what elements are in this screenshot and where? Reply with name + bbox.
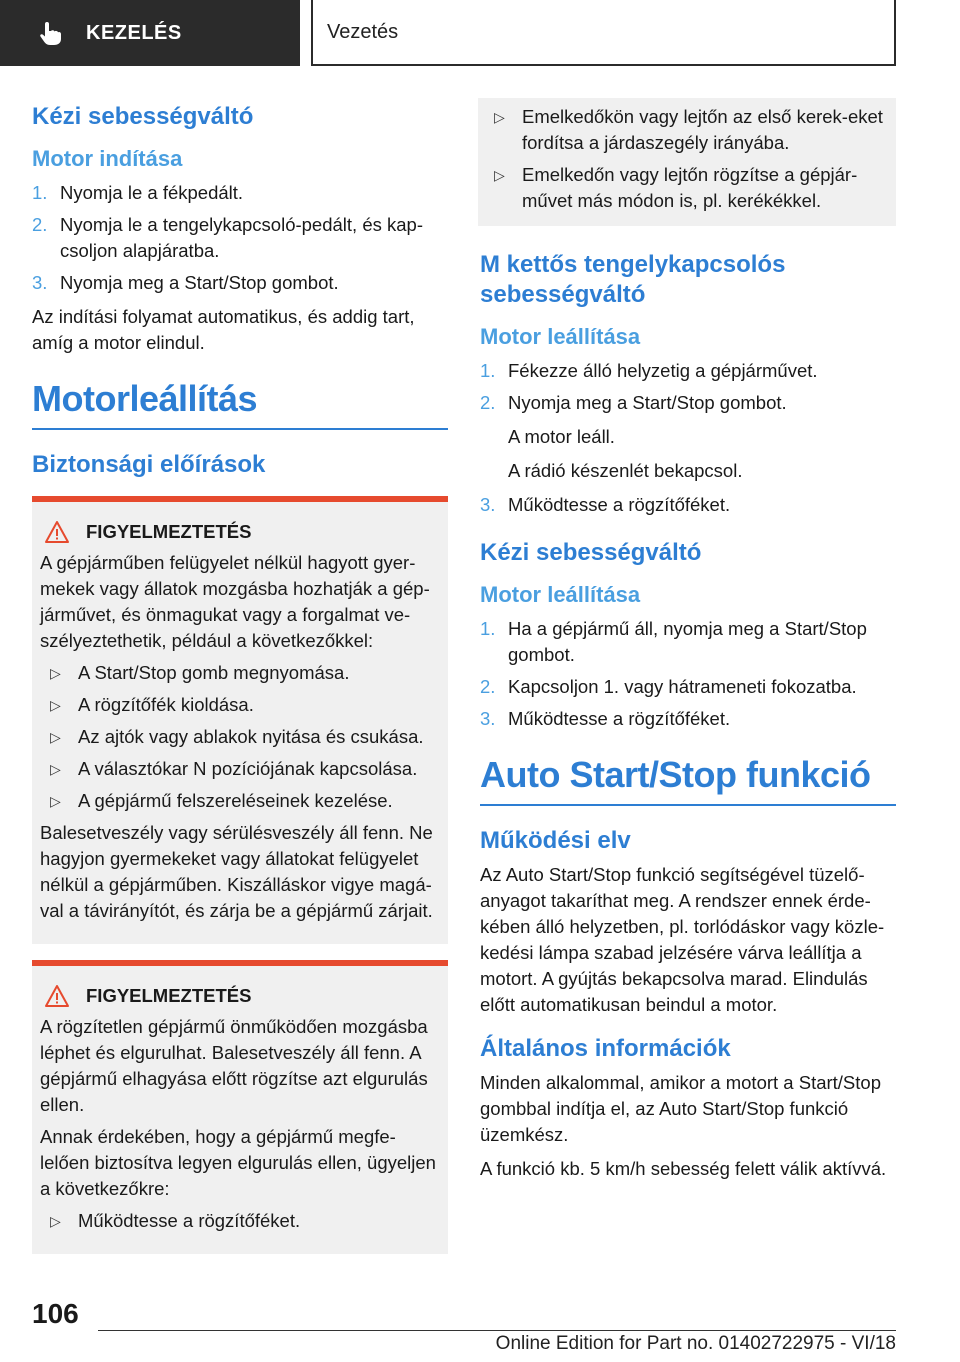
list-item: 3. Működtesse a rögzítőféket. <box>480 708 731 729</box>
general-paragraph: Minden alkalommal, amikor a motort a Start/Stop gombbal indítja el, az Auto Start/Stop funkció üzemkész. <box>480 1072 881 1145</box>
warning-title: FIGYELMEZTETÉS <box>86 985 252 1006</box>
list-item: ▷ A választókar N pozíciójának kapcsolása. <box>40 756 440 782</box>
general-paragraph: A funkció kb. 5 km/h sebesség felett válik aktívvá. <box>480 1158 887 1179</box>
heading-manual-gearbox: Kézi sebességváltó <box>32 103 254 130</box>
heading-manual-engine-stop: Motor leállítása <box>480 582 641 607</box>
triangle-bullet-icon: ▷ <box>50 729 61 745</box>
list-item: 3. Működtesse a rögzítőféket. <box>480 494 731 515</box>
list-item: 2. Kapcsoljon 1. vagy hátrameneti fokozatba. <box>480 676 857 697</box>
start-steps-list <box>32 180 448 296</box>
page-header <box>0 0 960 66</box>
triangle-bullet-icon: ▷ <box>50 665 61 681</box>
heading-engine-stop: Motorleállítás <box>32 378 448 430</box>
heading-manual-gearbox-2: Kézi sebességváltó <box>480 539 702 566</box>
principle-text: Az Auto Start/Stop funkció segítségével tüzelő-anyagot takaríthat meg. A rendszer ennek érde-kében álló helyzetben, pl. torlódáskor vagy közle-kedési lámpa szabad jelzésére várva leállítja a motort. A gyújtás bekapcsolva marad. Elindulás előtt automatikusan beindul a motor. <box>480 864 885 1015</box>
list-item: ▷ A Start/Stop gomb megnyomása. <box>40 660 440 686</box>
warning-triangle-icon <box>44 520 70 544</box>
step-note: A rádió készenlét bekapcsol. <box>508 460 743 481</box>
list-item: ▷ Működtesse a rögzítőféket. <box>40 1208 440 1234</box>
hand-pointer-icon <box>38 20 64 46</box>
heading-principle: Működési elv <box>480 827 631 854</box>
warning-continuation <box>478 98 896 226</box>
list-item: 2. Nyomja meg a Start/Stop gombot. <box>480 392 787 413</box>
warning-paragraph: Annak érdekében, hogy a gépjármű megfe-lelően biztosítva legyen elgurulás ellen, ügyeljen a következőkre: <box>40 1126 436 1199</box>
list-item: 2. Nyomja le a tengelykapcsoló-pedált, és kap- csoljon alapjáratba. <box>32 214 423 261</box>
list-item: 1. Nyomja le a fékpedált. <box>32 182 244 203</box>
warning-paragraph: A rögzítetlen gépjármű önműködően mozgásba léphet és elgurulhat. Balesetveszély áll fenn. A gépjármű elhagyása előtt rögzítse azt elgurulás ellen. <box>40 1016 428 1115</box>
section-tab <box>0 0 300 66</box>
heading-safety: Biztonsági előírások <box>32 451 266 478</box>
heading-auto-start-stop: Auto Start/Stop funkció <box>480 754 896 806</box>
m-stop-steps-list <box>480 358 896 416</box>
page-number: 106 <box>32 1298 79 1329</box>
warning-box <box>32 496 448 944</box>
warning-title: FIGYELMEZTETÉS <box>86 521 252 542</box>
right-column <box>480 98 896 1190</box>
list-item: ▷ A gépjármű felszereléseinek kezelése. <box>40 788 440 814</box>
triangle-bullet-icon: ▷ <box>50 793 61 809</box>
heading-m-engine-stop: Motor leállítása <box>480 324 641 349</box>
warning-list <box>40 1208 440 1234</box>
footer-divider <box>98 1330 896 1331</box>
warning-triangle-icon <box>44 984 70 1008</box>
list-item: ▷ Az ajtók vagy ablakok nyitása és csukása. <box>40 724 440 750</box>
manual-stop-steps-list <box>480 616 896 732</box>
section-label: KEZELÉS <box>86 21 182 44</box>
list-item: 1. Ha a gépjármű áll, nyomja meg a Start/Stop gombot. <box>480 618 867 665</box>
heading-engine-start: Motor indítása <box>32 146 183 171</box>
heading-m-dual-clutch: M kettős tengelykapcsolós sebességváltó <box>480 251 786 308</box>
triangle-bullet-icon: ▷ <box>50 761 61 777</box>
triangle-bullet-icon: ▷ <box>50 1213 61 1229</box>
warning-outro: Balesetveszély vagy sérülésveszély áll fenn. Ne hagyjon gyermekeket vagy állatokat felügyelet nélkül a gépjárműben. Kiszálláskor vigye magá-val a távirányítót, és zárja be a gépjármű zárjait. <box>40 822 433 921</box>
edition-text: Online Edition for Part no. 01402722975 - VI/18 <box>495 1333 896 1354</box>
chapter-label: Vezetés <box>327 20 399 43</box>
step-note: A motor leáll. <box>508 426 615 447</box>
list-item: ▷ Emelkedőn vagy lejtőn rögzítse a gépjár-művet más módon is, pl. kerékékkel. <box>484 162 896 214</box>
list-item: 1. Fékezze álló helyzetig a gépjárművet. <box>480 360 818 381</box>
triangle-bullet-icon: ▷ <box>494 167 505 183</box>
triangle-bullet-icon: ▷ <box>494 109 505 125</box>
warning-intro: A gépjárműben felügyelet nélkül hagyott gyer-mekek vagy állatok mozgásba hozhatják a gép-járművet, és önmagukat vagy a forgalmat ve-szélyeztethetik, például a következőkkel: <box>40 552 430 651</box>
list-item: ▷ A rögzítőfék kioldása. <box>40 692 440 718</box>
left-column <box>32 96 448 1270</box>
start-note: Az indítási folyamat automatikus, és addig tart, amíg a motor elindul. <box>32 306 415 353</box>
heading-general-info: Általános információk <box>480 1035 731 1062</box>
chapter-tab <box>311 0 896 66</box>
list-item: 3. Nyomja meg a Start/Stop gombot. <box>32 272 339 293</box>
warning-list <box>40 660 440 814</box>
list-item: ▷ Emelkedőkön vagy lejtőn az első kerek-eket fordítsa a járdaszegély irányába. <box>484 104 896 156</box>
triangle-bullet-icon: ▷ <box>50 697 61 713</box>
warning-box <box>32 960 448 1254</box>
